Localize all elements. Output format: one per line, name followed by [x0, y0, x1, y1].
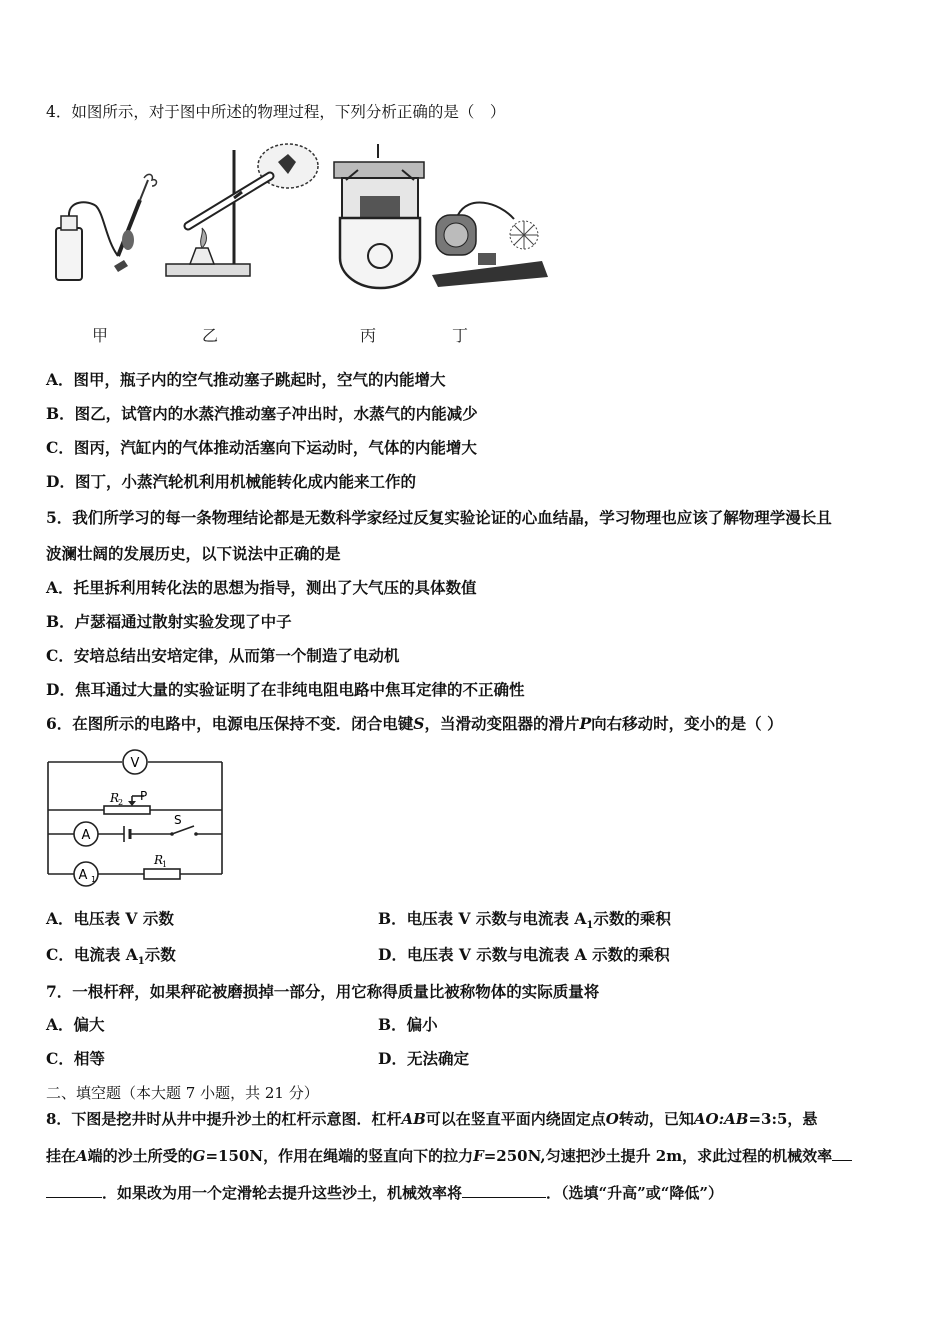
q7-option-a: A．偏大 — [46, 1015, 105, 1034]
q7-stem: 7．一根杆秤，如果秤砣被磨损掉一部分，用它称得质量比被称物体的实际质量将 — [46, 982, 600, 1001]
q4-option-c: C．图丙，汽缸内的气体推动活塞向下运动时，气体的内能增大 — [46, 438, 477, 457]
answer-blank-efficiency-b[interactable] — [46, 1183, 102, 1198]
q4-option-a: A．图甲，瓶子内的空气推动塞子跳起时，空气的内能增大 — [46, 370, 446, 389]
circuit-ammeter1-sub: 1 — [91, 875, 97, 884]
q8-line2: 挂在A端的沙土所受的G=150N，作用在绳端的竖直向下的拉力F=250N,匀速把沙土提升 2m，求此过程的机械效率 — [46, 1146, 852, 1166]
circuit-switch-label: S — [174, 813, 182, 827]
q5-option-b: B．卢瑟福通过散射实验发现了中子 — [46, 612, 292, 631]
circuit-diagram — [44, 748, 229, 890]
q8-line1: 8．下图是挖井时从井中提升沙土的杠杆示意图．杠杆AB可以在竖直平面内绕固定点O转动，已知AO:AB=3:5，悬 — [46, 1110, 818, 1128]
q4-stem: 4．如图所示，对于图中所述的物理过程，下列分析正确的是（ ） — [46, 103, 506, 121]
figure-jia — [48, 170, 158, 290]
q7-option-c: C．相等 — [46, 1049, 105, 1068]
circuit-voltmeter-label: V — [130, 756, 140, 771]
q7-option-d: D．无法确定 — [378, 1049, 469, 1068]
caption-bing: 丙 — [360, 326, 377, 345]
circuit-ammeter1-label: A — [78, 868, 88, 883]
circuit-r2-sub: 2 — [118, 798, 124, 807]
caption-ding: 丁 — [452, 326, 469, 345]
figure-bing — [330, 140, 430, 290]
q6-option-d: D．电压表 V 示数与电流表 A 示数的乘积 — [378, 945, 670, 964]
q5-stem-line2: 波澜壮阔的发展历史，以下说法中正确的是 — [46, 544, 341, 563]
circuit-r1-sub: 1 — [162, 860, 168, 869]
section-heading: 二、填空题（本大题 7 小题，共 21 分） — [46, 1084, 319, 1102]
q4-option-d: D．图丁，小蒸汽轮机利用机械能转化成内能来工作的 — [46, 472, 416, 491]
answer-blank-pulley[interactable] — [462, 1183, 546, 1198]
q7-option-b: B．偏小 — [378, 1015, 438, 1034]
q5-stem-line1: 5．我们所学习的每一条物理结论都是无数科学家经过反复实验论证的心血结晶，学习物理也应该了解物理学漫长且 — [46, 508, 832, 527]
figure-ding — [428, 195, 553, 290]
answer-blank-efficiency-a[interactable] — [832, 1146, 852, 1161]
q6-option-b: B．电压表 V 示数与电流表 $A_1$示数的乘积 — [378, 909, 671, 932]
figure-yi — [160, 140, 330, 290]
circuit-slider-label: P — [140, 789, 148, 803]
circuit-r1-label: R — [154, 853, 164, 867]
circuit-r2-label: R — [110, 791, 120, 805]
caption-yi: 乙 — [202, 326, 219, 345]
q6-option-c: C．电流表 $A_1$示数 — [46, 945, 176, 968]
q5-option-d: D．焦耳通过大量的实验证明了在非纯电阻电路中焦耳定律的不正确性 — [46, 680, 525, 699]
q6-stem: 6．在图所示的电路中，电源电压保持不变．闭合电键S，当滑动变阻器的滑片P向右移动时，变小的是（ ） — [46, 714, 783, 733]
q5-option-a: A．托里拆利用转化法的思想为指导，测出了大气压的具体数值 — [46, 578, 477, 597]
q8-line3: ．如果改为用一个定滑轮去提升这些沙土，机械效率将 ．（选填“升高”或“降低”） — [46, 1183, 723, 1203]
caption-jia: 甲 — [92, 326, 109, 345]
q4-option-b: B．图乙，试管内的水蒸汽推动塞子冲出时，水蒸气的内能减少 — [46, 404, 478, 423]
circuit-ammeter-label: A — [81, 828, 91, 843]
q5-option-c: C．安培总结出安培定律，从而第一个制造了电动机 — [46, 646, 400, 665]
q6-option-a: A．电压表 V 示数 — [46, 909, 174, 928]
